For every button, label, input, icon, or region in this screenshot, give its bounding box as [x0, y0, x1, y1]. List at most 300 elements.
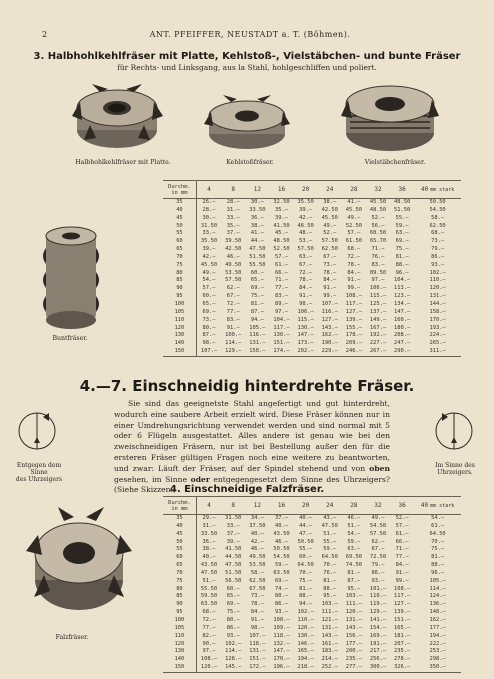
width-header [196, 497, 221, 515]
price-cell: 326.— [390, 664, 414, 672]
width-value: 8 [231, 502, 236, 509]
price-cell: 62.50 [321, 246, 338, 253]
price-cell: 28.— [226, 199, 240, 205]
price-cell: 218.— [294, 664, 318, 672]
price-cell: 45.50 [321, 214, 338, 221]
price-cell: 50.50 [429, 199, 446, 205]
price-cell: 252.— [318, 664, 342, 672]
price-cell: 57.50 [297, 246, 314, 253]
width-value: 12 [253, 186, 261, 193]
price-cell: 90.— [202, 640, 216, 647]
price-cell: 59.50 [200, 593, 218, 600]
price-cell: 178.— [345, 332, 362, 339]
price-cell: 235.— [345, 656, 362, 663]
width-header [245, 497, 269, 515]
diameter-cell: 95 [163, 293, 196, 301]
price-cell: 35.50 [200, 238, 218, 245]
price-cell: 58.— [431, 214, 445, 221]
price-cell: 81.— [323, 577, 337, 584]
price-cell: 47.50 [321, 522, 338, 529]
price-cell: 165.— [393, 624, 411, 631]
price-cell: 46.— [274, 538, 288, 545]
diameter-cell: 65 [163, 562, 196, 570]
table-row [163, 641, 461, 649]
price-cell: 82.— [202, 632, 216, 639]
price-cell: 100.— [273, 616, 290, 623]
diameter-cell: 110 [163, 633, 196, 641]
price-cell: 105.— [429, 577, 446, 584]
paragraph-text-2: gesehen, im Sinne [114, 474, 191, 484]
width-value: 32 [374, 186, 382, 193]
price-cell: 62.50 [429, 222, 446, 229]
price-cell: 190.— [321, 340, 338, 347]
price-cell: 86.— [371, 569, 385, 576]
price-cell: 208.— [393, 332, 411, 339]
diameter-cell: 100 [163, 301, 196, 309]
price-cell: 102.— [429, 269, 446, 276]
width-header [342, 497, 366, 515]
price-cell: 37.— [226, 230, 240, 237]
price-cell: 102.— [225, 640, 242, 647]
price-cell: 52.— [395, 515, 409, 521]
price-cell: 129.— [221, 348, 245, 356]
price-cell: 44.— [299, 522, 313, 529]
price-cell: 65.— [226, 593, 240, 600]
table-row [163, 285, 461, 293]
price-cell: 49.50 [225, 261, 242, 268]
price-cell: 65.— [250, 277, 264, 284]
price-cell: 98.— [299, 300, 313, 307]
price-cell: 40.— [202, 554, 216, 561]
price-cell: 52.— [323, 230, 337, 237]
diameter-cell: 120 [163, 325, 196, 333]
price-cell: 108.— [345, 293, 362, 300]
price-cell: 48.50 [393, 199, 411, 205]
width-unit: mm stark [430, 187, 455, 193]
table-header-row [163, 181, 461, 199]
price-cell: 71.— [274, 277, 288, 284]
price-cell: 66.— [395, 538, 409, 545]
price-cell: 83.— [371, 261, 385, 268]
price-cell: 60.— [250, 269, 264, 276]
price-cell: 151.— [273, 340, 290, 347]
price-cell: 76.— [371, 253, 385, 260]
table-row [163, 246, 461, 254]
diameter-cell: 130 [163, 332, 196, 340]
width-header [366, 181, 390, 199]
price-cell: 108.— [200, 656, 218, 663]
price-cell: 63.— [347, 546, 361, 553]
price-cell: 47.50 [249, 246, 266, 253]
price-cell: 46.50 [297, 222, 314, 229]
width-value: 16 [277, 186, 286, 193]
price-cell: 139.— [345, 316, 362, 323]
table-row [163, 207, 461, 215]
price-cell: 143.— [345, 624, 362, 631]
price-cell: 51.— [202, 577, 216, 584]
price-cell: 141.— [369, 616, 387, 623]
page-number: 2 [42, 30, 48, 39]
price-cell: 155.— [345, 324, 362, 331]
price-cell: 55.— [323, 538, 337, 545]
price-cell: 31.50 [200, 222, 218, 229]
price-cell: 49.— [202, 269, 216, 276]
price-cell: 44.50 [225, 554, 242, 561]
price-cell: 61.— [395, 530, 409, 537]
price-cell: 51.— [347, 522, 361, 529]
table-row [163, 586, 461, 594]
price-cell: 127.— [393, 601, 411, 608]
price-cell: 350.— [414, 664, 461, 672]
price-cell: 137.— [369, 308, 387, 315]
table-row [163, 238, 461, 246]
price-cell: 28.— [202, 206, 216, 213]
price-cell: 49.50 [249, 554, 266, 561]
diameter-cell: 90 [163, 285, 196, 293]
price-cell: 96.— [395, 269, 409, 276]
price-cell: 31.50 [225, 515, 242, 521]
price-cell: 62.— [371, 538, 385, 545]
table-row [163, 554, 461, 562]
width-value: 4 [207, 186, 211, 193]
price-cell: 54.— [347, 530, 361, 537]
price-cell: 114.— [429, 585, 446, 592]
price-cell: 277.— [342, 664, 366, 672]
price-cell: 35.— [274, 206, 288, 213]
price-cell: 128.— [225, 656, 242, 663]
price-cell: 60.— [226, 585, 240, 592]
price-cell: 117.— [345, 300, 362, 307]
diameter-cell: 105 [163, 309, 196, 317]
price-cell: 181.— [393, 632, 411, 639]
price-cell: 127.— [321, 316, 338, 323]
price-cell: 147.— [393, 308, 411, 315]
price-cell: 39.— [299, 206, 313, 213]
price-cell: 127.— [345, 308, 362, 315]
width-header [221, 497, 245, 515]
price-cell: 72.— [202, 616, 216, 623]
price-cell: 123.— [393, 293, 411, 300]
price-cell: 68.— [202, 609, 216, 616]
price-cell: 76.— [323, 569, 337, 576]
price-cell: 75.— [299, 577, 313, 584]
diameter-cell: 90 [163, 601, 196, 609]
price-cell: 51.50 [225, 569, 242, 576]
paragraph-text-1: Sie sind das geeignetste Stahl angefertigt und gut hinterdreht, wodurch eine saubere Arbeit erzielt wird. Diese Fräser können nur in einer Umdrehungsrichtung verwendet werden und sind normal mit 5 oder 6 Flügeln ausgestattet. Alles andere ist genau wie bei den zweischneidigen Fräsern, nur ist bei Bestellung außer den für die ersteren Fräser gültigen Fragen noch eine weitere zu beantworten, und zwar: Läuft der Fräser, auf der Spindel stehend und von [114, 399, 390, 473]
price-cell: 67.— [323, 253, 337, 260]
width-header [196, 181, 221, 199]
price-cell: 202.— [294, 348, 318, 356]
price-cell: 147.— [297, 332, 314, 339]
diameter-cell: 40 [163, 207, 196, 215]
price-cell: 43.50 [273, 530, 290, 537]
section-4-paragraph [114, 399, 390, 496]
diameter-cell: 50 [163, 539, 196, 547]
price-cell: 41.50 [225, 546, 242, 553]
price-cell: 144.— [429, 300, 446, 307]
caption-counterclockwise-line-1: Entgegen dem Sinne [16, 462, 62, 476]
price-cell: 109.— [273, 624, 290, 631]
falz-cutter-illustration [24, 505, 134, 623]
price-cell: 65.70 [369, 238, 387, 245]
price-cell: 57.— [202, 285, 216, 292]
price-cell: 174.— [269, 348, 293, 356]
price-cell: 114.— [225, 648, 242, 655]
price-cell: 143.— [321, 324, 338, 331]
price-cell: 80.— [202, 324, 216, 331]
price-cell: 26.— [202, 199, 216, 205]
price-cell: 183.— [321, 648, 338, 655]
price-cell: 72.— [226, 300, 240, 307]
diameter-cell: 75 [163, 578, 196, 586]
price-cell: 120.— [345, 609, 362, 616]
price-cell: 95.— [323, 593, 337, 600]
diameter-header-line-1: Durchm. [168, 499, 191, 506]
price-cell: 246.— [342, 348, 366, 356]
price-cell: 46.— [250, 546, 264, 553]
price-cell: 72.— [299, 269, 313, 276]
price-cell: 69.— [226, 601, 240, 608]
width-value: 40 [420, 502, 429, 509]
diameter-cell: 70 [163, 254, 196, 262]
diameter-cell: 50 [163, 223, 196, 231]
price-cell: 106.— [369, 285, 387, 292]
width-value: 20 [301, 502, 310, 509]
price-cell: 69.— [202, 308, 216, 315]
price-cell: 170.— [273, 656, 290, 663]
table-row [163, 317, 461, 325]
price-cell: 115.— [297, 316, 314, 323]
price-cell: 42.50 [225, 246, 242, 253]
price-cell: 116.— [321, 308, 338, 315]
caption-counterclockwise-line-2: des Uhrzeigers [15, 476, 63, 483]
price-cell: 131.— [429, 293, 446, 300]
diameter-cell: 105 [163, 625, 196, 633]
price-cell: 97.— [274, 308, 288, 315]
price-cell: 131.— [321, 624, 338, 631]
diameter-header [163, 497, 196, 515]
width-header [342, 181, 366, 199]
price-cell: 130.— [297, 324, 314, 331]
price-cell: 67.— [226, 293, 240, 300]
price-cell: 51.50 [249, 253, 266, 260]
diameter-cell: 45 [163, 215, 196, 223]
price-cell: 96.— [431, 569, 445, 576]
price-cell: 57.— [347, 230, 361, 237]
price-cell: 94.— [250, 316, 264, 323]
price-cell: 69.— [395, 238, 409, 245]
price-cell: 71.— [395, 546, 409, 553]
diameter-cell: 80 [163, 586, 196, 594]
table-row [163, 656, 461, 664]
price-cell: 70.— [323, 562, 337, 569]
diameter-header-line-1: Durchm. [168, 183, 191, 190]
price-cell: 47.50 [200, 569, 218, 576]
price-cell: 61.— [274, 261, 288, 268]
price-cell: 139.— [393, 609, 411, 616]
price-cell: 121.— [321, 616, 338, 623]
price-cell: 102.— [297, 609, 314, 616]
table-row [163, 546, 461, 554]
price-cell: 89.— [274, 300, 288, 307]
width-value: 36 [398, 502, 406, 509]
price-cell: 31.— [202, 522, 216, 529]
price-cell: 68.— [347, 246, 361, 253]
price-cell: 51.— [323, 530, 337, 537]
table-row [163, 277, 461, 285]
price-cell: 40.— [274, 522, 288, 529]
price-cell: 173.— [297, 340, 314, 347]
table-row [163, 254, 461, 262]
price-cell: 49.— [323, 222, 337, 229]
width-value: 28 [350, 502, 358, 509]
diameter-cell: 130 [163, 648, 196, 656]
price-cell: 300.— [366, 664, 390, 672]
price-cell: 161.— [321, 640, 338, 647]
price-cell: 84.— [323, 277, 337, 284]
price-cell: 65.— [202, 300, 216, 307]
width-value: 36 [398, 186, 406, 193]
price-cell: 69.50 [345, 554, 362, 561]
price-cell: 64.50 [321, 554, 338, 561]
price-cell: 56.— [371, 222, 385, 229]
price-cell: 194.— [297, 656, 314, 663]
price-cell: 52.50 [273, 246, 290, 253]
width-header [318, 497, 342, 515]
price-cell: 88.— [323, 585, 337, 592]
price-cell: 170.— [429, 316, 446, 323]
price-cell: 62.— [226, 285, 240, 292]
price-cell: 158.— [429, 308, 446, 315]
price-cell: 81.— [395, 253, 409, 260]
width-value: 20 [301, 186, 310, 193]
price-cell: 132.— [273, 640, 290, 647]
price-cell: 55.50 [249, 261, 266, 268]
price-cell: 75.— [431, 546, 445, 553]
price-cell: 169.— [369, 632, 387, 639]
price-cell: 129.— [369, 609, 387, 616]
price-cell: 60.— [202, 293, 216, 300]
price-cell: 57.50 [225, 277, 242, 284]
price-cell: 93.— [226, 632, 240, 639]
price-cell: 75.— [250, 293, 264, 300]
price-cell: 75.— [395, 246, 409, 253]
price-cell: 33.50 [200, 530, 218, 537]
table-row [163, 301, 461, 309]
price-cell: 84.— [250, 609, 264, 616]
price-cell: 88.— [299, 593, 313, 600]
price-cell: 107.— [196, 348, 221, 356]
price-cell: 42.— [202, 253, 216, 260]
price-cell: 131.— [249, 340, 266, 347]
table-row [163, 215, 461, 223]
price-cell: 45.50 [369, 199, 387, 205]
price-cell: 48.50 [369, 206, 387, 213]
width-value: 24 [326, 502, 334, 509]
price-cell: 63.— [299, 253, 313, 260]
price-cell: 46.— [347, 515, 361, 521]
price-cell: 91.— [299, 293, 313, 300]
table-row [163, 593, 461, 601]
diameter-cell: 95 [163, 609, 196, 617]
price-cell: 99.— [395, 577, 409, 584]
diameter-cell: 140 [163, 340, 196, 348]
price-cell: 265.— [429, 340, 446, 347]
price-cell: 41.50 [273, 222, 290, 229]
price-cell: 48.— [299, 230, 313, 237]
table-row [163, 230, 461, 238]
price-cell: 110.— [297, 616, 314, 623]
price-cell: 97.— [202, 648, 216, 655]
width-value: 24 [326, 186, 334, 193]
price-cell: 34.— [250, 515, 264, 521]
price-cell: 63.50 [273, 569, 290, 576]
diameter-header-line-2: in mm [171, 505, 188, 512]
price-cell: 67.50 [249, 585, 266, 592]
counterclockwise-diagram [13, 407, 61, 457]
table-row [163, 223, 461, 231]
price-cell: 46.— [226, 253, 240, 260]
price-cell: 151.— [393, 616, 411, 623]
price-cell: 106.— [297, 308, 314, 315]
price-cell: 87.— [347, 577, 361, 584]
price-cell: 256.— [369, 656, 387, 663]
price-cell: 70.— [299, 569, 313, 576]
price-cell: 267.— [366, 348, 390, 356]
table-row [163, 601, 461, 609]
width-value: 4 [207, 502, 211, 509]
table-row [163, 617, 461, 625]
price-cell: 177.— [345, 640, 362, 647]
diameter-cell: 110 [163, 317, 196, 325]
price-cell: 49.— [347, 214, 361, 221]
price-cell: 116.— [249, 332, 266, 339]
price-cell: 120.— [297, 624, 314, 631]
price-cell: 81.— [299, 585, 313, 592]
width-header [390, 181, 414, 199]
price-cell: 192.— [369, 332, 387, 339]
caption-clockwise-line-1: Im Sinne des [435, 462, 475, 469]
section-3-title: 3. Halbhohlkehlfräser mit Platte, Kehlstoß-, Vielstäbchen- und bunte Fräser [33, 51, 461, 62]
price-cell: 107.— [249, 632, 266, 639]
price-cell: 77.— [274, 285, 288, 292]
table-row [163, 570, 461, 578]
price-cell: 77.— [395, 554, 409, 561]
price-cell: 165.— [297, 648, 314, 655]
diameter-cell: 40 [163, 523, 196, 531]
width-unit: mm stark [430, 503, 455, 509]
price-cell: 84.— [299, 285, 313, 292]
table-row [163, 664, 461, 672]
price-cell: 48.50 [273, 238, 290, 245]
price-cell: 57.50 [369, 530, 387, 537]
price-cell: 311.— [414, 348, 461, 356]
price-cell: 146.— [297, 640, 314, 647]
price-cell: 66.— [274, 269, 288, 276]
diameter-cell: 85 [163, 277, 196, 285]
price-cell: 98.— [250, 624, 264, 631]
price-cell: 80.— [226, 616, 240, 623]
price-cell: 72.— [347, 253, 361, 260]
table-row [163, 625, 461, 633]
price-cell: 45.50 [200, 261, 218, 268]
price-cell: 33.— [226, 522, 240, 529]
price-cell: 35.— [226, 222, 240, 229]
price-cell: 51.50 [393, 206, 411, 213]
price-cell: 214.— [321, 656, 338, 663]
table-row [163, 270, 461, 278]
price-cell: 59.— [274, 562, 288, 569]
